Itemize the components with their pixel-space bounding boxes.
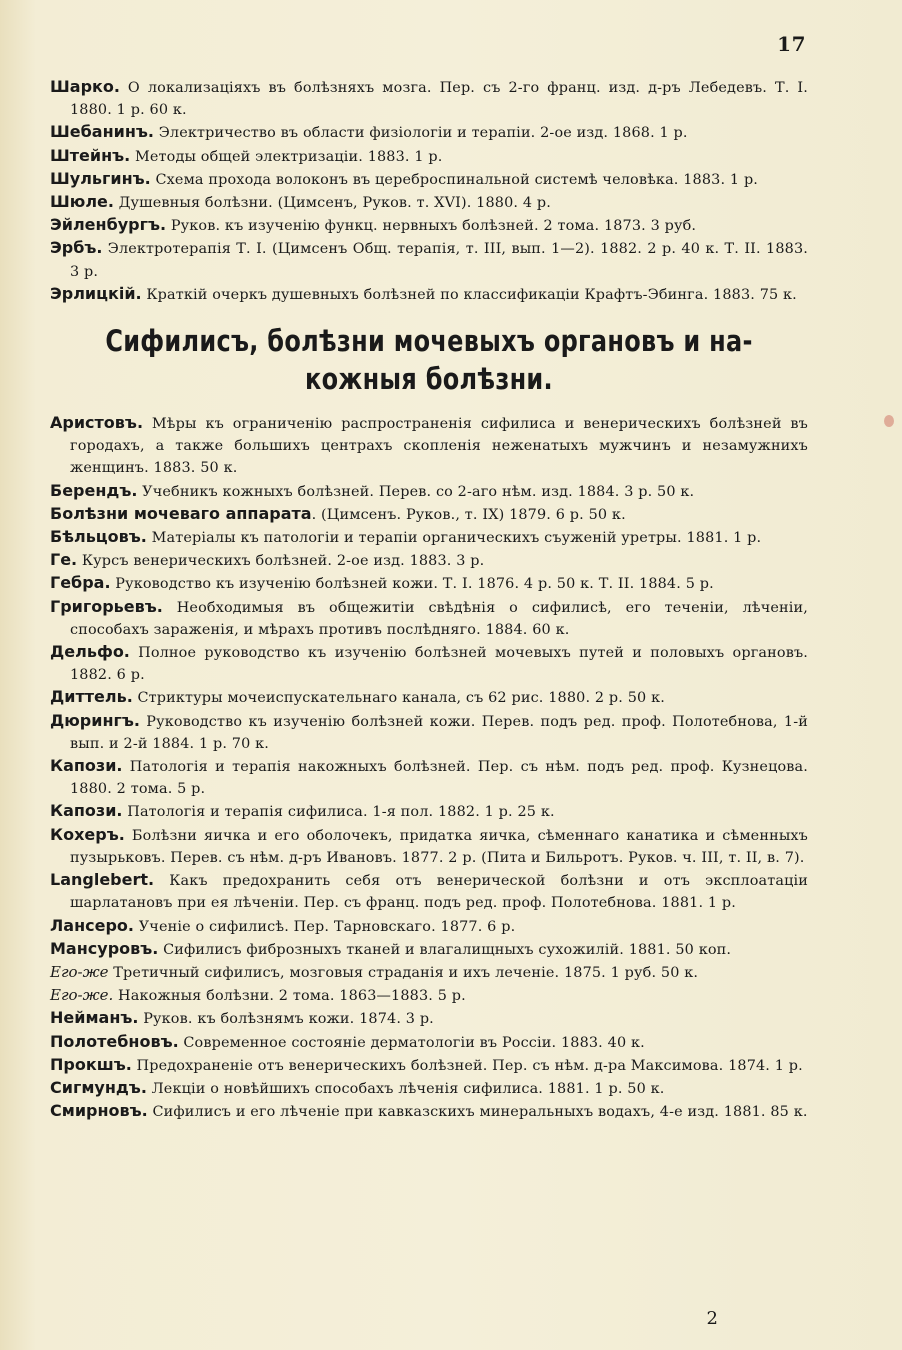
entry-text: Душевныя болѣзни. (Цимсенъ, Руков. т. XVI). 1880. 4 р. (113, 195, 551, 212)
catalog-entry (50, 710, 808, 755)
entry-author: Диттель. (50, 687, 133, 707)
catalog-entry (50, 121, 808, 144)
catalog-entry (50, 145, 808, 168)
entry-text: Схема прохода волоконъ въ цереброспинальной системѣ человѣка. 1883. 1 р. (150, 171, 759, 188)
catalog-entry (50, 572, 808, 595)
entries-section (50, 412, 808, 1123)
entry-text: Ученіе о сифилисѣ. Пер. Тарновскаго. 1877. 6 р. (134, 918, 516, 935)
entry-text: . (Цимсенъ. Руков., т. IX) 1879. 6 р. 50 к. (311, 506, 626, 523)
entry-author: Эйленбургъ. (50, 215, 167, 235)
catalog-entry (50, 800, 808, 823)
entry-author: Его-же. (50, 986, 114, 1005)
entry-author: Нейманъ. (50, 1008, 139, 1028)
catalog-entry (50, 915, 808, 938)
entry-text: Современное состояніе дерматологіи въ Россіи. 1883. 40 к. (178, 1034, 645, 1051)
catalog-entry (50, 237, 808, 282)
entry-author: Шюле. (50, 192, 114, 212)
catalog-entry (50, 1007, 808, 1030)
entry-author: Сигмундъ. (50, 1077, 147, 1097)
entry-author: Капози. (50, 801, 123, 821)
catalog-entry (50, 549, 808, 572)
catalog-entry (50, 824, 808, 869)
entry-text: Какъ предохранить себя отъ венерической болѣзни и отъ эксплоатаціи шарлатановъ при ея лѣченіи. Пер. съ франц. подъ ред. проф. Полотебнова. 1881. 1 р. (70, 873, 808, 912)
entry-text: Полное руководство къ изученію болѣзней мочевыхъ путей и половыхъ органовъ. 1882. 6 р. (70, 645, 808, 684)
entry-author: Григорьевъ. (50, 596, 163, 616)
entry-text: Необходимыя въ общежитіи свѣдѣнія о сифилисѣ, его теченіи, лѣченіи, способахъ зараженія, и мѣрахъ противъ послѣдняго. 1884. 60 к. (70, 599, 808, 638)
catalog-listing (50, 76, 808, 1123)
catalog-entry (50, 412, 808, 480)
catalog-entry (50, 480, 808, 503)
entry-author: Эрбъ. (50, 238, 103, 258)
entry-text: Накожныя болѣзни. 2 тома. 1863—1883. 5 р. (113, 988, 466, 1005)
entry-text: Электричество въ области физіологіи и терапіи. 2-ое изд. 1868. 1 р. (154, 125, 688, 142)
entry-text: Учебникъ кожныхъ болѣзней. Перев. со 2-аго нѣм. изд. 1884. 3 р. 50 к. (137, 483, 695, 500)
entry-text: Предохраненіе отъ венерическихъ болѣзней. Пер. съ нѣм. д-ра Максимова. 1874. 1 р. (131, 1057, 803, 1074)
entry-text: Лекціи о новѣйшихъ способахъ лѣченія сифилиса. 1881. 1 р. 50 к. (146, 1080, 665, 1097)
catalog-entry (50, 1100, 808, 1123)
catalog-entry (50, 526, 808, 549)
entry-author: Langlebert. (50, 870, 155, 890)
catalog-entry (50, 596, 808, 641)
catalog-entry (50, 191, 808, 214)
catalog-entry (50, 869, 808, 914)
page-number: 17 (777, 32, 806, 56)
entries-before-section (50, 76, 808, 306)
entry-author: Ге. (50, 550, 78, 570)
signature-mark: 2 (706, 1308, 718, 1329)
entry-text: Сифилисъ фиброзныхъ тканей и влагалищныхъ сухожилій. 1881. 50 коп. (158, 941, 732, 958)
catalog-entry (50, 961, 808, 984)
entry-author: Гебра. (50, 573, 111, 593)
entry-text: Руков. къ болѣзнямъ кожи. 1874. 3 р. (138, 1011, 434, 1028)
catalog-entry (50, 1054, 808, 1077)
entry-text: Руководство къ изученію болѣзней кожи. Т. I. 1876. 4 р. 50 к. Т. II. 1884. 5 р. (110, 576, 714, 593)
entry-text: Матеріалы къ патологіи и терапіи органическихъ съуженій уретры. 1881. 1 р. (146, 530, 762, 547)
entry-text: Болѣзни яичка и его оболочекъ, придатка яичка, сѣменнаго канатика и сѣменныхъ пузырьковъ. Перев. съ нѣм. д-ръ Ивановъ. 1877. 2 р. (Пита и Бильротъ. Руков. ч. III, т. II, в. 7). (70, 827, 808, 866)
entry-text: Электротерапія Т. I. (Цимсенъ Общ. терапія, т. III, вып. 1—2). 1882. 2 р. 40 к. Т. II. 1883. 3 р. (70, 241, 808, 280)
catalog-entry (50, 214, 808, 237)
entry-text: Мѣры къ ограниченію распространенія сифилиса и венерическихъ болѣзней въ городахъ, а также большихъ центрахъ скопленія неженатыхъ мужчинъ и незамужнихъ женщинъ. 1883. 50 к. (70, 416, 808, 477)
catalog-entry (50, 686, 808, 709)
catalog-entry (50, 1031, 808, 1054)
entry-text: Третичный сифилисъ, мозговыя страданія и ихъ леченіе. 1875. 1 руб. 50 к. (108, 964, 699, 981)
catalog-entry (50, 283, 808, 306)
entry-text: Стриктуры мочеиспускательнаго канала, съ 62 рис. 1880. 2 р. 50 к. (132, 690, 665, 707)
entry-text: Патологія и терапія накожныхъ болѣзней. Пер. съ нѣм. подъ ред. проф. Кузнецова. 1880. 2 тома. 5 р. (70, 759, 808, 798)
entry-author: Дюрингъ. (50, 710, 140, 730)
catalog-entry (50, 168, 808, 191)
entry-text: Патологія и терапія сифилиса. 1-я пол. 1882. 1 р. 25 к. (122, 804, 555, 821)
catalog-entry (50, 1077, 808, 1100)
entry-text: Методы общей электризаціи. 1883. 1 р. (130, 148, 443, 165)
entry-text: Курсъ венерическихъ болѣзней. 2-ое изд. 1883. 3 р. (77, 553, 485, 570)
entry-author: Мансуровъ. (50, 938, 159, 958)
paper-stain (884, 415, 894, 427)
entry-author: Лансеро. (50, 915, 134, 935)
entry-author: Шарко. (50, 77, 120, 96)
section-heading: Сифилисъ, болѣзни мочевыхъ органовъ и на-кожныя болѣзни. (105, 324, 753, 397)
entry-author: Капози. (50, 756, 123, 776)
entry-author: Шульгинъ. (50, 168, 151, 188)
catalog-entry (50, 641, 808, 686)
entry-author: Его-же (50, 962, 109, 981)
catalog-entry (50, 503, 808, 526)
catalog-entry (50, 984, 808, 1007)
entry-author: Полотебновъ. (50, 1031, 179, 1051)
entry-author: Прокшъ. (50, 1054, 132, 1074)
entry-text: Руков. къ изученію функц. нервныхъ болѣзней. 2 тома. 1873. 3 руб. (166, 218, 697, 235)
catalog-entry (50, 755, 808, 800)
catalog-entry (50, 938, 808, 961)
entry-author: Смирновъ. (50, 1101, 148, 1121)
entry-author: Шебанинъ. (50, 122, 155, 142)
entry-text: Краткій очеркъ душевныхъ болѣзней по классификаціи Крафтъ-Эбинга. 1883. 75 к. (141, 286, 797, 303)
entry-author: Штейнъ. (50, 145, 131, 165)
entry-author: Эрлицкій. (50, 283, 142, 303)
catalog-entry (50, 76, 808, 121)
entry-author: Берендъ. (50, 480, 138, 500)
entry-text: Руководство къ изученію болѣзней кожи. Перев. подъ ред. проф. Полотебнова, 1-й вып. и 2-й 1884. 1 р. 70 к. (70, 713, 808, 752)
entry-author: Бѣльцовъ. (50, 527, 147, 547)
entry-author: Болѣзни мочеваго аппарата (50, 503, 312, 523)
entry-text: О локализаціяхъ въ болѣзняхъ мозга. Пер. съ 2-го франц. изд. д-ръ Лебедевъ. Т. I. 1880. 1 р. 60 к. (70, 80, 808, 119)
entry-author: Дельфо. (50, 642, 130, 662)
entry-author: Аристовъ. (50, 413, 144, 433)
entry-author: Кохеръ. (50, 824, 125, 844)
entry-text: Сифилисъ и его лѣченіе при кавказскихъ минеральныхъ водахъ, 4-е изд. 1881. 85 к. (147, 1104, 808, 1121)
